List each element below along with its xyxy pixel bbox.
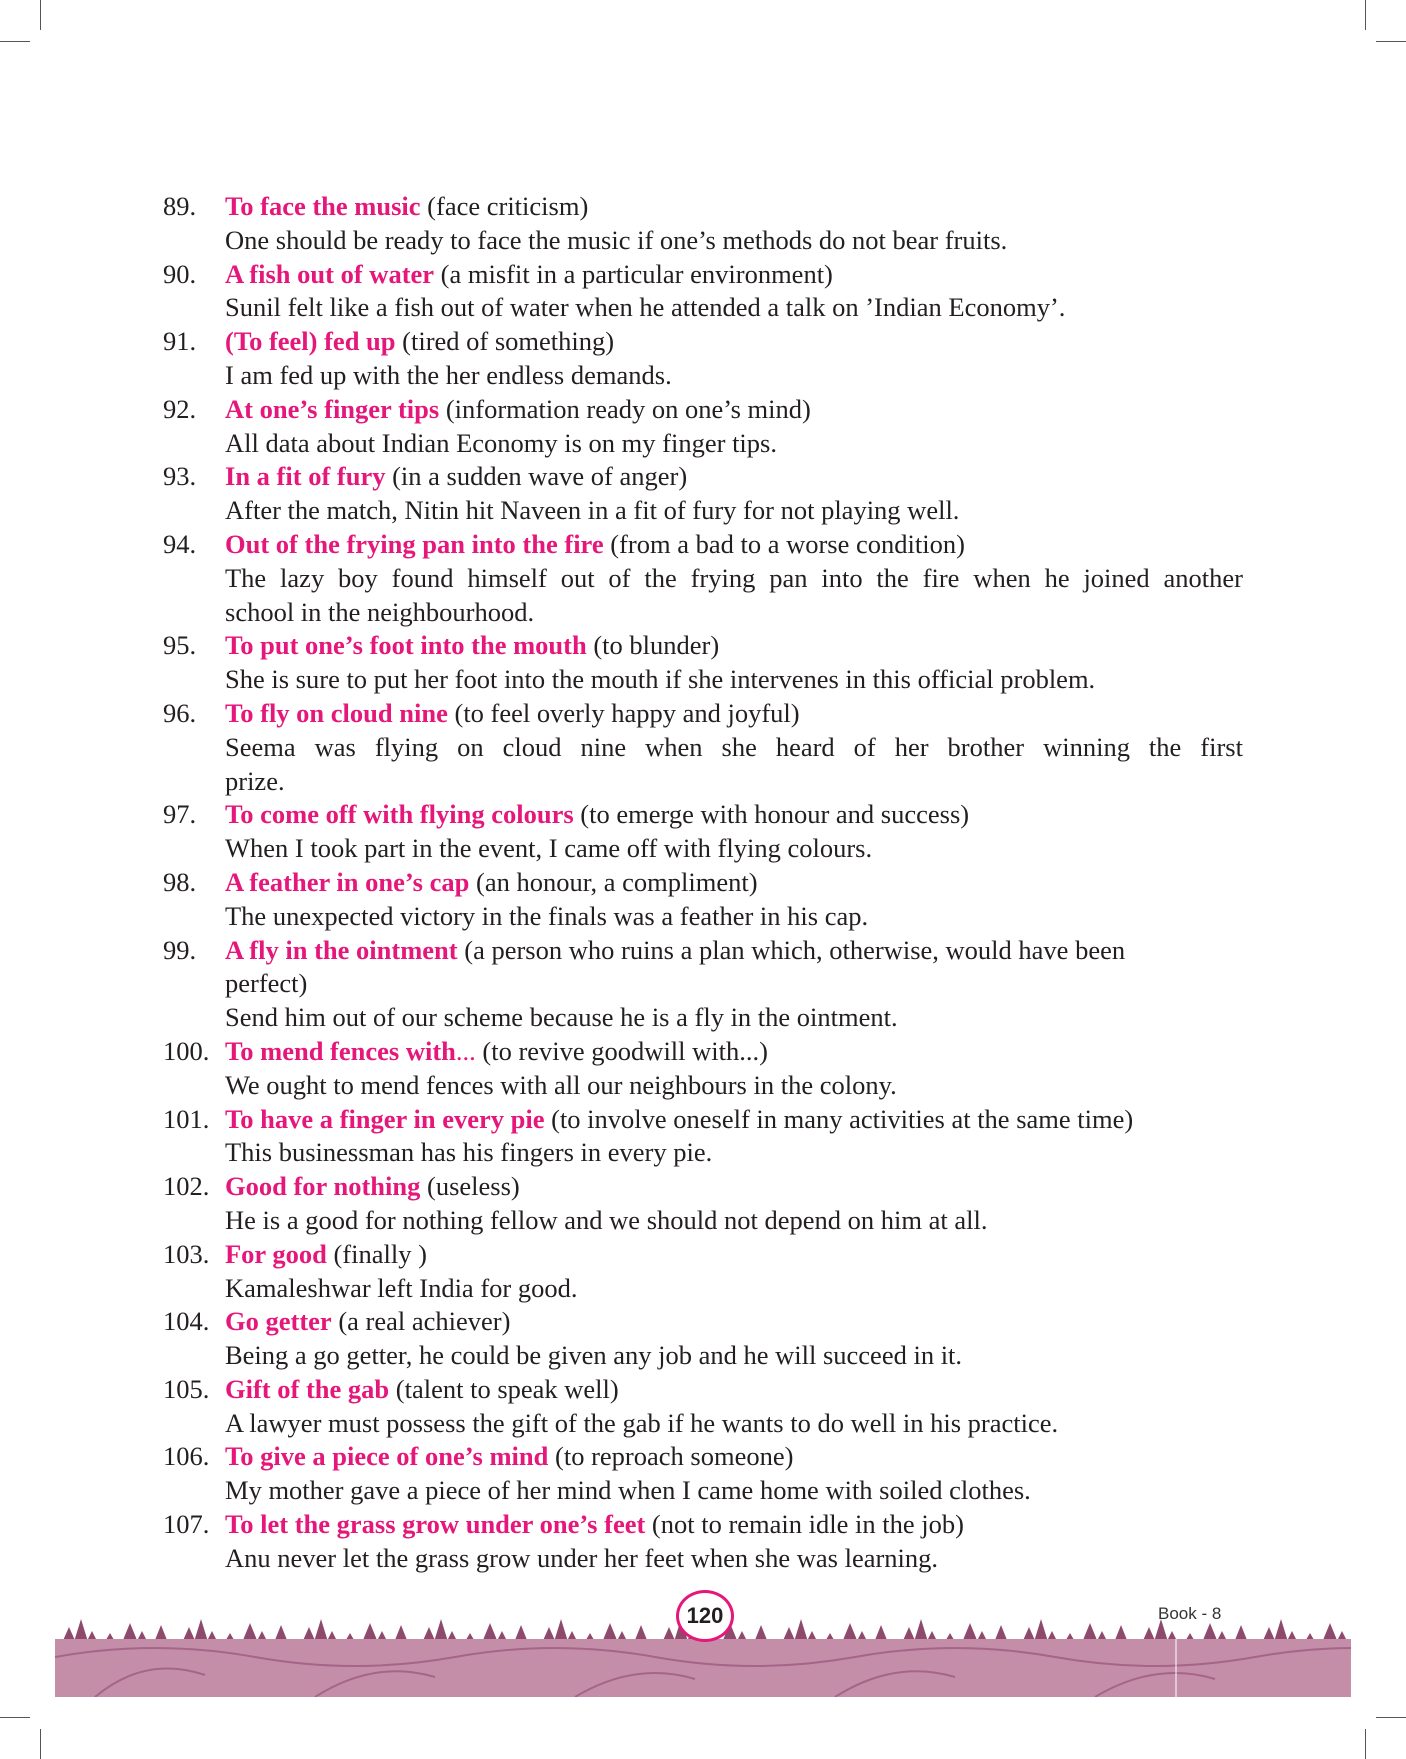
idiom-heading-line [0, 190, 1406, 224]
idiom-phrase [225, 1171, 420, 1201]
idiom-heading-line [0, 1373, 1406, 1407]
idiom-meaning: (to involve oneself in many activities at the same time) [544, 1103, 1134, 1134]
entry-number: 93. [163, 461, 197, 492]
idiom-phrase-text: (To feel) fed up [225, 326, 396, 357]
idiom-entry [0, 1305, 1406, 1373]
example-sentence: We ought to mend fences with all our neighbours in the colony. [225, 1069, 897, 1100]
idiom-phrase [225, 935, 458, 965]
idiom-meaning: (finally ) [326, 1238, 427, 1269]
example-sentence: I am fed up with the her endless demands. [225, 359, 672, 390]
idiom-phrase [225, 1441, 548, 1471]
entry-number: 103. [163, 1238, 210, 1269]
idiom-entry [0, 393, 1406, 461]
idiom-heading [225, 1440, 793, 1474]
idiom-heading [225, 258, 833, 292]
example-sentence: One should be ready to face the music if one’s methods do not bear fruits. [225, 224, 1008, 255]
idiom-meaning: (a misfit in a particular environment) [434, 258, 833, 289]
idiom-phrase-text: For good [225, 1238, 327, 1269]
idiom-meaning: (an honour, a compliment) [469, 866, 758, 897]
idiom-heading-line [0, 1170, 1406, 1204]
idiom-heading-line [0, 460, 1406, 494]
idiom-entry [0, 866, 1406, 934]
idiom-phrase-text: To mend fences with [225, 1035, 456, 1066]
example-sentence: A lawyer must possess the gift of the gab if he wants to do well in his practice. [225, 1407, 1059, 1438]
idiom-heading [225, 393, 811, 427]
idiom-heading [225, 1035, 768, 1069]
idiom-heading [225, 1508, 964, 1542]
idiom-entry [0, 697, 1406, 798]
idiom-heading [225, 1170, 520, 1204]
idiom-phrase-text: To let the grass grow under one’s feet [225, 1509, 646, 1540]
example-sentence: He is a good for nothing fellow and we should not depend on him at all. [225, 1204, 988, 1235]
idiom-entry [0, 258, 1406, 326]
idiom-phrase-text: To give a piece of one’s mind [225, 1441, 549, 1472]
idiom-meaning: (tired of something) [395, 326, 615, 357]
idiom-phrase [225, 1509, 645, 1539]
idiom-phrase-text: A fish out of water [225, 258, 435, 289]
example-sentence: This businessman has his fingers in every pie. [225, 1137, 713, 1168]
example-sentence: The lazy boy found himself out of the frying pan into the fire when he joined another [225, 562, 1243, 593]
idiom-meaning: (from a bad to a worse condition) [603, 528, 965, 559]
idiom-heading [225, 798, 969, 832]
idiom-phrase-text: In a fit of fury [225, 461, 386, 492]
idiom-entry [0, 798, 1406, 866]
idiom-entry [0, 1035, 1406, 1103]
example-sentence: All data about Indian Economy is on my finger tips. [225, 427, 777, 458]
idioms-list [0, 190, 1406, 1576]
entry-number: 92. [163, 393, 197, 424]
idiom-meaning: (to reproach someone) [548, 1441, 794, 1472]
idiom-phrase-text: Out of the frying pan into the fire [225, 528, 604, 559]
idiom-meaning: (to feel overly happy and joyful) [447, 697, 800, 728]
entry-number: 105. [163, 1373, 210, 1404]
idiom-heading-line [0, 1035, 1406, 1069]
idiom-heading-line [0, 528, 1406, 562]
idiom-phrase [225, 1239, 327, 1269]
idiom-phrase-text: A feather in one’s cap [225, 866, 470, 897]
idiom-heading-line [0, 258, 1406, 292]
example-sentence: prize. [225, 765, 285, 796]
idiom-heading-line [0, 325, 1406, 359]
idiom-phrase [225, 630, 587, 660]
entry-number: 97. [163, 799, 197, 830]
idiom-phrase [225, 461, 385, 491]
idiom-heading-line [0, 629, 1406, 663]
idiom-entry [0, 1440, 1406, 1508]
idiom-phrase [225, 698, 448, 728]
idiom-heading-line [0, 934, 1406, 968]
example-sentence: Being a go getter, he could be given any job and he will succeed in it. [225, 1340, 963, 1371]
idiom-heading [225, 866, 758, 900]
crop-mark-top-left-h [0, 41, 30, 42]
idiom-entry [0, 629, 1406, 697]
idiom-phrase-text: Go getter [225, 1306, 332, 1337]
idiom-phrase-text: Gift of the gab [225, 1373, 390, 1404]
idiom-heading [225, 1103, 1133, 1137]
entry-number: 99. [163, 934, 197, 965]
idiom-meaning: (in a sudden wave of anger) [385, 461, 688, 492]
entry-number: 106. [163, 1441, 210, 1472]
idiom-heading [225, 934, 1125, 968]
idiom-heading [225, 1305, 510, 1339]
idiom-phrase [225, 394, 439, 424]
idiom-heading-line [0, 1508, 1406, 1542]
entry-number: 107. [163, 1509, 210, 1540]
idiom-heading-line [0, 798, 1406, 832]
entry-number: 90. [163, 258, 197, 289]
idiom-phrase [225, 1104, 544, 1134]
crop-mark-bottom-right-h [1376, 1717, 1406, 1718]
idiom-entry [0, 1103, 1406, 1171]
idiom-phrase [225, 1036, 476, 1066]
idiom-heading [225, 528, 965, 562]
idiom-heading-line [0, 1238, 1406, 1272]
idiom-heading [225, 629, 719, 663]
idiom-meaning: (face criticism) [420, 191, 589, 221]
idiom-phrase-text: To have a finger in every pie [225, 1103, 545, 1134]
crop-mark-bottom-left-h [0, 1717, 30, 1718]
idiom-phrase [225, 867, 469, 897]
idiom-meaning: (to blunder) [586, 630, 720, 661]
idiom-entry [0, 460, 1406, 528]
page-number: 120 [676, 1590, 734, 1642]
entry-number: 104. [163, 1306, 210, 1337]
idiom-meaning: (a person who ruins a plan which, otherwise, would have been [457, 934, 1126, 965]
idiom-heading [225, 697, 800, 731]
idiom-meaning: (information ready on one’s mind) [439, 393, 811, 424]
idiom-phrase [225, 799, 574, 829]
idiom-heading-line [0, 393, 1406, 427]
idiom-heading [225, 1238, 427, 1272]
idiom-heading [225, 325, 614, 359]
idiom-phrase-text: Good for nothing [225, 1171, 421, 1202]
idiom-entry [0, 528, 1406, 629]
idiom-heading-line [0, 697, 1406, 731]
crop-mark-top-right-v [1365, 0, 1366, 30]
idiom-heading-line [0, 1440, 1406, 1474]
example-sentence: school in the neighbourhood. [225, 596, 535, 627]
entry-number: 100. [163, 1035, 210, 1066]
idiom-heading [225, 1373, 619, 1407]
example-sentence: My mother gave a piece of her mind when I came home with soiled clothes. [225, 1475, 1031, 1506]
idiom-entry [0, 1170, 1406, 1238]
idiom-entry [0, 325, 1406, 393]
crop-mark-top-left-v [40, 0, 41, 30]
idiom-meaning: (a real achiever) [331, 1306, 511, 1337]
idiom-phrase [225, 191, 421, 221]
idiom-meaning: (to emerge with honour and success) [573, 799, 970, 830]
crop-mark-bottom-left-v [40, 1729, 41, 1759]
idiom-phrase-text: To put one’s foot into the mouth [225, 630, 587, 661]
idiom-meaning: (not to remain idle in the job) [645, 1509, 964, 1540]
idiom-phrase [225, 1374, 389, 1404]
idiom-entry [0, 190, 1406, 258]
idiom-ellipsis: ... [455, 1035, 476, 1066]
crop-mark-bottom-right-v [1365, 1729, 1366, 1759]
entry-number: 101. [163, 1103, 210, 1134]
idiom-phrase-text: To come off with flying colours [225, 799, 574, 830]
idiom-heading-line [0, 1103, 1406, 1137]
idiom-heading [225, 460, 687, 494]
entry-number: 94. [163, 528, 197, 559]
example-sentence: The unexpected victory in the finals was a feather in his cap. [225, 900, 869, 931]
entry-number: 95. [163, 630, 197, 661]
idiom-phrase [225, 1306, 332, 1336]
example-sentence: Send him out of our scheme because he is a fly in the ointment. [225, 1002, 898, 1033]
idiom-meaning-continued: perfect) [225, 968, 308, 999]
example-sentence: She is sure to put her foot into the mouth if she intervenes in this official problem. [225, 664, 1096, 695]
idiom-meaning: (useless) [420, 1171, 520, 1202]
entry-number: 102. [163, 1171, 210, 1202]
entry-number: 89. [163, 191, 197, 221]
idiom-entry [0, 1373, 1406, 1441]
example-sentence: Kamaleshwar left India for good. [225, 1272, 578, 1303]
idiom-meaning: (to revive goodwill with...) [475, 1035, 768, 1066]
idiom-heading-line [0, 866, 1406, 900]
idiom-phrase [225, 326, 396, 356]
example-sentence: Sunil felt like a fish out of water when he attended a talk on ’Indian Economy’. [225, 292, 1066, 323]
crop-mark-top-right-h [1376, 41, 1406, 42]
entry-number: 91. [163, 326, 197, 357]
idiom-heading-line [0, 1305, 1406, 1339]
idiom-phrase-text: A fly in the ointment [225, 934, 458, 965]
idiom-meaning: (talent to speak well) [389, 1373, 619, 1404]
idiom-entry [0, 934, 1406, 1035]
idiom-phrase-text: At one’s finger tips [225, 393, 440, 424]
example-sentence: When I took part in the event, I came off with flying colours. [225, 833, 873, 864]
book-label: Book - 8 [1158, 1604, 1222, 1623]
idiom-phrase [225, 529, 604, 559]
idiom-entry [0, 1508, 1406, 1576]
idiom-phrase-text: To fly on cloud nine [225, 697, 448, 728]
example-sentence: Anu never let the grass grow under her feet when she was learning. [225, 1542, 939, 1573]
entry-number: 96. [163, 697, 197, 728]
idiom-heading [225, 190, 588, 224]
example-sentence: Seema was flying on cloud nine when she heard of her brother winning the first [225, 731, 1243, 762]
idiom-entry [0, 1238, 1406, 1306]
idiom-phrase-text: To face the music [225, 191, 421, 221]
example-sentence: After the match, Nitin hit Naveen in a fit of fury for not playing well. [225, 495, 960, 526]
idiom-phrase [225, 259, 434, 289]
entry-number: 98. [163, 866, 197, 897]
